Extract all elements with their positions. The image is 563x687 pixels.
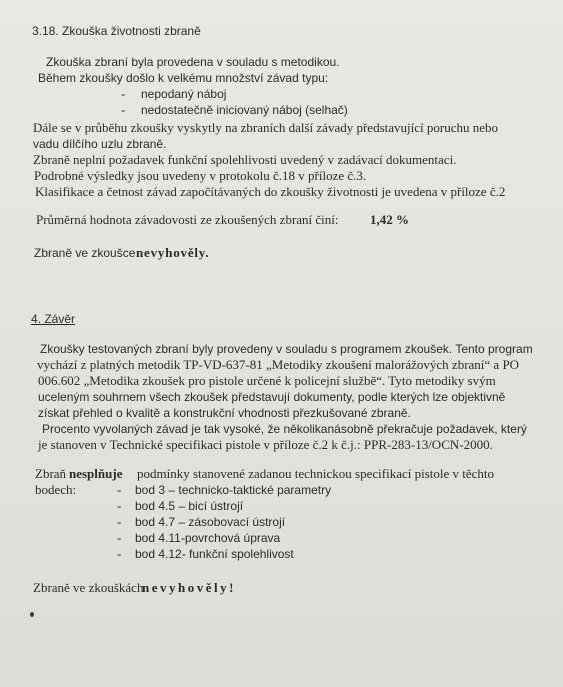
- conclusion-line: Procento vyvolaných závad je tak vysoké, že několikanásobně překračuje požadavek, který: [42, 422, 527, 436]
- paragraph-classification: Klasifikace a četnost závad započítávaných do zkoušky životnosti je uvedena v příloze č.2: [35, 184, 506, 199]
- list-item: nedostatečně iniciovaný náboj (selhač): [141, 103, 348, 117]
- point-item: bod 4.11-povrchová úprava: [135, 531, 281, 545]
- point-dash: -: [117, 514, 122, 529]
- list-dash: -: [121, 102, 126, 117]
- average-defect-label: Průměrná hodnota závadovosti ze zkoušených zbraní činí:: [36, 212, 339, 227]
- nonfulfil-rest: podmínky stanovené zadanou technickou specifikací pistole v těchto: [137, 466, 495, 481]
- nonfulfil-prefix: Zbraň: [35, 466, 67, 481]
- result-value: nevyhověly.: [136, 245, 210, 260]
- conclusion-line: Zkoušky testovaných zbraní byly provedeny v souladu s programem zkoušek. Tento program: [40, 342, 533, 356]
- point-dash: -: [117, 546, 122, 561]
- result-prefix: Zbraně ve zkoušce: [34, 246, 136, 260]
- points-label: bodech:: [35, 482, 77, 497]
- average-defect-value: 1,42 %: [370, 212, 409, 227]
- conclusion-line: vychází z platných metodik TP-VD-637-81 „Metodiky zkoušení malorážových zbraní“ a PO: [37, 357, 520, 372]
- point-item: bod 4.12- funkční spolehlivost: [135, 547, 294, 561]
- paragraph-results: Podrobné výsledky jsou uvedeny v protokolu č.18 v příloze č.3.: [34, 168, 367, 183]
- section-heading-4: 4. Závěr: [31, 312, 76, 326]
- paragraph-additional-defects: Dále se v průběhu zkoušky vyskytly na zbraních další závady představující poruchu nebo: [33, 120, 498, 135]
- point-item: bod 4.7 – zásobovací ústrojí: [135, 515, 286, 529]
- paragraph-additional-defects-cont: vadu dílčího uzlu zbraně.: [33, 137, 167, 151]
- conclusion-line: získat přehled o kvalitě a konstrukční vhodnosti přezkušované zbraně.: [38, 406, 411, 420]
- list-item: nepodaný náboj: [141, 87, 227, 101]
- paragraph-defects-intro: Během zkoušky došlo k velkému množství závad typu:: [38, 71, 329, 85]
- paragraph-method: Zkouška zbraní byla provedena v souladu s metodikou.: [46, 55, 340, 69]
- list-dash: -: [121, 86, 126, 101]
- section-heading-3-18: 3.18. Zkouška životnosti zbraně: [32, 24, 201, 38]
- point-item: bod 4.5 – bicí ústrojí: [135, 499, 244, 513]
- conclusion-line: uceleným souhrnem všech zkoušek představují dokumenty, podle kterých lze objektivně: [38, 390, 506, 404]
- point-dash: -: [117, 482, 122, 497]
- point-item: bod 3 – technicko-taktické parametry: [135, 483, 332, 497]
- point-dash: -: [117, 498, 122, 513]
- final-prefix: Zbraně ve zkouškách: [33, 580, 144, 595]
- nonfulfil-bold: nesplňuje: [69, 466, 123, 481]
- point-dash: -: [117, 530, 122, 545]
- conclusion-line: 006.602 „Metodika zkoušek pro pistole určené k policejní službě“. Tyto metodiky svým: [38, 373, 496, 388]
- final-value: nevyhověly!: [142, 580, 236, 595]
- ink-speck: [30, 612, 34, 617]
- conclusion-line: je stanoven v Technické specifikaci pistole v příloze č.2 k č.j.: PPR-283-13/OCN-2000.: [38, 437, 493, 452]
- paragraph-reliability: Zbraně neplní požadavek funkční spolehlivosti uvedený v zadávací dokumentaci.: [33, 152, 457, 167]
